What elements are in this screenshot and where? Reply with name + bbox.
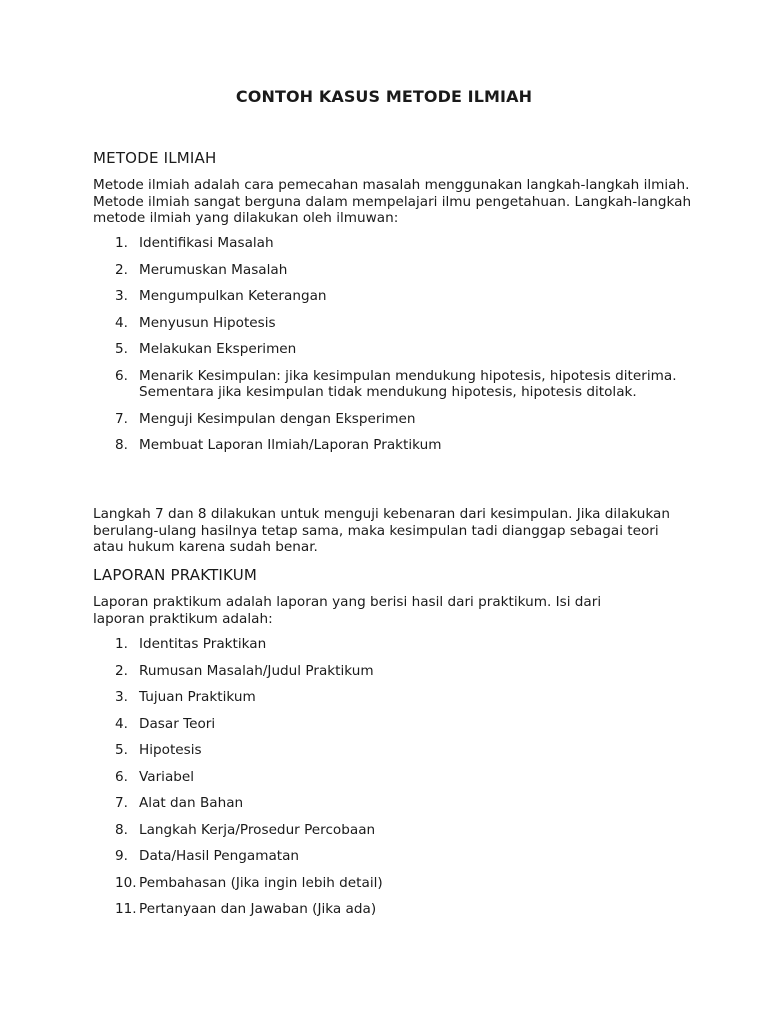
list-item-text: Pembahasan (Jika ingin lebih detail): [139, 874, 383, 891]
list-item: [93, 769, 693, 786]
list-item-number: 2.: [115, 662, 128, 679]
list-item: [93, 875, 693, 892]
list-item: [93, 262, 693, 279]
list-item-number: 6.: [115, 367, 128, 384]
list-item: [93, 315, 693, 332]
list-item-text: Tujuan Praktikum: [139, 689, 256, 705]
laporan-praktikum-intro: Laporan praktikum adalah laporan yang berisi hasil dari praktikum. Isi dari laporan praktikum adalah:: [93, 594, 602, 627]
list-item: [93, 848, 693, 865]
document-title: CONTOH KASUS METODE ILMIAH: [235, 87, 533, 106]
list-item-number: 1.: [115, 636, 128, 652]
list-item-number: 4.: [115, 314, 128, 331]
list-item-text: Dasar Teori: [139, 715, 216, 732]
list-item: [93, 689, 693, 706]
list-item-text: Rumusan Masalah/Judul Praktikum: [139, 662, 374, 679]
list-item-number: 5.: [115, 341, 128, 357]
list-item-number: 3.: [115, 689, 128, 705]
list-item: [93, 716, 693, 733]
list-item-number: 2.: [115, 261, 128, 278]
list-item-text: Alat dan Bahan: [139, 795, 244, 811]
list-item-text: Mengumpulkan Keterangan: [139, 288, 327, 304]
list-item: [93, 288, 693, 305]
laporan-praktikum-items: [93, 636, 693, 918]
list-item-number: 6.: [115, 768, 128, 785]
list-item: [93, 822, 693, 839]
list-item-text: Pertanyaan dan Jawaban (Jika ada): [139, 901, 377, 917]
list-item-text: Merumuskan Masalah: [139, 261, 288, 278]
list-item-number: 8.: [115, 821, 128, 838]
section-heading-metode-ilmiah: METODE ILMIAH: [93, 149, 217, 167]
list-item-number: 3.: [115, 288, 128, 304]
list-item-text: Menyusun Hipotesis: [139, 314, 276, 331]
list-item: [93, 742, 693, 759]
list-item: [93, 235, 693, 252]
list-item-text: Langkah Kerja/Prosedur Percobaan: [139, 821, 376, 838]
list-item-text: Membuat Laporan Ilmiah/Laporan Praktikum: [139, 437, 442, 453]
section-heading-laporan-praktikum: LAPORAN PRAKTIKUM: [93, 566, 258, 584]
list-item: [93, 663, 693, 680]
list-item-number: 4.: [115, 715, 128, 732]
list-item-text: Identitas Praktikan: [139, 636, 267, 652]
list-item: [93, 411, 693, 428]
list-item-number: 1.: [115, 235, 128, 251]
list-item-text: Identifikasi Masalah: [139, 235, 274, 251]
list-item-number: 9.: [115, 848, 128, 864]
list-item: [93, 636, 693, 653]
metode-ilmiah-closing: Langkah 7 dan 8 dilakukan untuk menguji kebenaran dari kesimpulan. Jika dilakukan berulang-ulang hasilnya tetap sama, maka kesimpulan tadi dianggap sebagai teori atau hukum karena sudah benar.: [93, 506, 670, 555]
list-item-text: Melakukan Eksperimen: [139, 341, 297, 357]
list-item: [93, 368, 693, 401]
list-item-number: 10.: [115, 874, 137, 891]
list-item-number: 8.: [115, 437, 128, 453]
metode-ilmiah-steps: [93, 235, 693, 454]
list-item-number: 7.: [115, 795, 128, 811]
list-item: [93, 437, 693, 454]
list-item-text: Hipotesis: [139, 742, 202, 758]
list-item-number: 5.: [115, 742, 128, 758]
list-item-number: 7.: [115, 410, 128, 427]
list-item-text: Variabel: [139, 768, 195, 785]
metode-ilmiah-intro: Metode ilmiah adalah cara pemecahan masalah menggunakan langkah-langkah ilmiah. Metode ilmiah sangat berguna dalam mempelajari ilmu pengetahuan. Langkah-langkah metode ilmiah yang dilakukan oleh ilmuwan:: [93, 177, 692, 226]
list-item: [93, 341, 693, 358]
list-item: [93, 795, 693, 812]
list-item-text: Menguji Kesimpulan dengan Eksperimen: [139, 410, 416, 427]
list-item-text: Menarik Kesimpulan: jika kesimpulan mendukung hipotesis, hipotesis diterima. Sementara jika kesimpulan tidak mendukung hipotesis, hipotesis ditolak.: [139, 367, 677, 400]
list-item: [93, 901, 693, 918]
list-item-number: 11.: [115, 901, 137, 917]
list-item-text: Data/Hasil Pengamatan: [139, 848, 300, 864]
